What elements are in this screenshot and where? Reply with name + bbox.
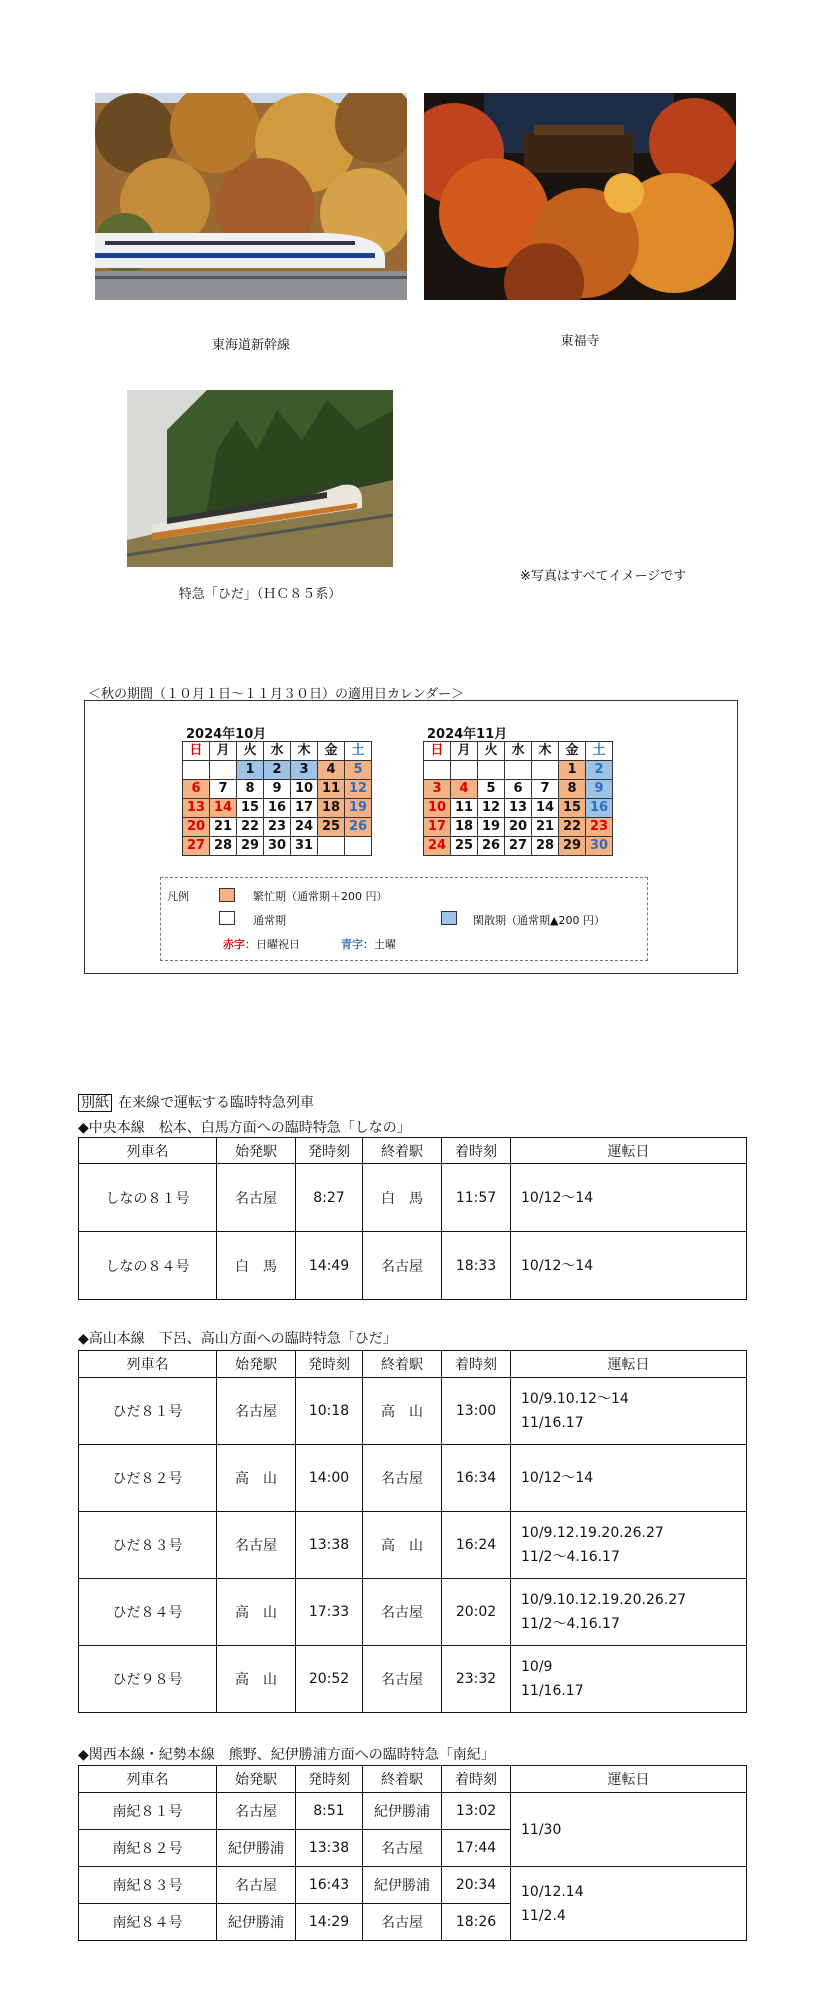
table-row bbox=[79, 1164, 747, 1232]
weekday-cell: 水 bbox=[505, 742, 532, 761]
day-cell: 25 bbox=[318, 818, 345, 837]
arrival-time: 20:02 bbox=[442, 1579, 511, 1646]
operating-days bbox=[511, 1232, 747, 1300]
october-calendar bbox=[182, 741, 372, 856]
train-name: ひだ８３号 bbox=[79, 1512, 217, 1579]
operating-days-line: 11/2～4.16.17 bbox=[521, 1616, 620, 1632]
operating-days-line: 10/12～14 bbox=[521, 1189, 594, 1206]
appendix-title bbox=[78, 1092, 314, 1112]
departure-time: 20:52 bbox=[296, 1646, 363, 1713]
day-cell: 20 bbox=[183, 818, 210, 837]
column-header: 運転日 bbox=[511, 1766, 747, 1793]
legend-blue-word: 青字 bbox=[341, 938, 363, 951]
column-header: 着時刻 bbox=[442, 1138, 511, 1164]
day-cell: 21 bbox=[532, 818, 559, 837]
departure-time: 13:38 bbox=[296, 1512, 363, 1579]
day-cell: 19 bbox=[345, 799, 372, 818]
day-cell: 3 bbox=[291, 761, 318, 780]
october-label: 2024年10月 bbox=[186, 727, 267, 742]
operating-days bbox=[511, 1512, 747, 1579]
day-cell: 30 bbox=[264, 837, 291, 856]
origin-station: 紀伊勝浦 bbox=[217, 1830, 296, 1867]
weekday-cell: 月 bbox=[210, 742, 237, 761]
calendar-title: ＜秋の期間（１０月１日～１１月３０日）の適用日カレンダー＞ bbox=[88, 687, 465, 702]
table-row bbox=[79, 1445, 747, 1512]
terminal-station: 名古屋 bbox=[363, 1646, 442, 1713]
day-cell: 19 bbox=[478, 818, 505, 837]
weekday-cell: 日 bbox=[183, 742, 210, 761]
day-cell bbox=[424, 761, 451, 780]
day-cell: 22 bbox=[237, 818, 264, 837]
terminal-station: 名古屋 bbox=[363, 1445, 442, 1512]
column-header: 発時刻 bbox=[296, 1766, 363, 1793]
terminal-station: 名古屋 bbox=[363, 1579, 442, 1646]
table-row bbox=[79, 1512, 747, 1579]
day-cell: 28 bbox=[532, 837, 559, 856]
week-row bbox=[424, 818, 613, 837]
day-cell: 16 bbox=[586, 799, 613, 818]
weekday-cell: 土 bbox=[586, 742, 613, 761]
weekday-cell: 火 bbox=[237, 742, 264, 761]
column-header: 運転日 bbox=[511, 1138, 747, 1164]
day-cell: 26 bbox=[478, 837, 505, 856]
operating-days-line: 11/30 bbox=[521, 1821, 562, 1838]
legend-red-desc: ：日曜祝日 bbox=[245, 938, 300, 951]
day-cell: 2 bbox=[264, 761, 291, 780]
day-cell bbox=[478, 761, 505, 780]
day-cell: 5 bbox=[478, 780, 505, 799]
day-cell: 10 bbox=[291, 780, 318, 799]
table-row bbox=[79, 1646, 747, 1713]
departure-time: 10:18 bbox=[296, 1378, 363, 1445]
legend-label: 凡例 bbox=[167, 890, 189, 903]
weekday-cell: 火 bbox=[478, 742, 505, 761]
column-header: 列車名 bbox=[79, 1351, 217, 1378]
arrival-time: 18:33 bbox=[442, 1232, 511, 1300]
origin-station: 高 山 bbox=[217, 1579, 296, 1646]
day-cell: 13 bbox=[505, 799, 532, 818]
weekday-cell: 月 bbox=[451, 742, 478, 761]
day-cell: 17 bbox=[291, 799, 318, 818]
day-cell: 27 bbox=[505, 837, 532, 856]
photo-note: ※写真はすべてイメージです bbox=[520, 569, 687, 584]
day-cell: 4 bbox=[318, 761, 345, 780]
day-cell bbox=[451, 761, 478, 780]
operating-days bbox=[511, 1646, 747, 1713]
origin-station: 高 山 bbox=[217, 1646, 296, 1713]
day-cell bbox=[505, 761, 532, 780]
day-cell: 18 bbox=[318, 799, 345, 818]
day-cell: 14 bbox=[210, 799, 237, 818]
day-cell: 9 bbox=[264, 780, 291, 799]
timetable-nanki bbox=[78, 1765, 747, 1941]
column-header: 着時刻 bbox=[442, 1766, 511, 1793]
operating-days-line: 10/9.10.12～14 bbox=[521, 1391, 629, 1407]
day-cell: 6 bbox=[183, 780, 210, 799]
day-cell: 29 bbox=[237, 837, 264, 856]
operating-days-line: 10/12～14 bbox=[521, 1470, 594, 1486]
day-cell: 8 bbox=[237, 780, 264, 799]
day-cell: 15 bbox=[237, 799, 264, 818]
terminal-station: 名古屋 bbox=[363, 1904, 442, 1941]
photo-hida-train bbox=[127, 390, 393, 567]
column-header: 始発駅 bbox=[217, 1138, 296, 1164]
departure-time: 14:29 bbox=[296, 1904, 363, 1941]
column-header: 列車名 bbox=[79, 1138, 217, 1164]
departure-time: 8:51 bbox=[296, 1793, 363, 1830]
operating-days bbox=[511, 1445, 747, 1512]
day-cell: 28 bbox=[210, 837, 237, 856]
week-row bbox=[424, 780, 613, 799]
column-header: 着時刻 bbox=[442, 1351, 511, 1378]
table-row bbox=[79, 1378, 747, 1445]
terminal-station: 白 馬 bbox=[363, 1164, 442, 1232]
table-header-row bbox=[79, 1138, 747, 1164]
legend-off-text: 閑散期（通常期▲200 円） bbox=[473, 914, 605, 927]
day-cell: 24 bbox=[291, 818, 318, 837]
week-row bbox=[183, 818, 372, 837]
section-heading-shinano: ◆中央本線 松本、白馬方面への臨時特急「しなの」 bbox=[78, 1120, 411, 1136]
legend-red-word: 赤字 bbox=[223, 938, 245, 951]
arrival-time: 20:34 bbox=[442, 1867, 511, 1904]
terminal-station: 紀伊勝浦 bbox=[363, 1867, 442, 1904]
table-row bbox=[79, 1793, 747, 1830]
weekday-cell: 土 bbox=[345, 742, 372, 761]
section-heading-nanki: ◆関西本線・紀勢本線 熊野、紀伊勝浦方面への臨時特急「南紀」 bbox=[78, 1747, 495, 1763]
train-name: ひだ８４号 bbox=[79, 1579, 217, 1646]
day-cell: 24 bbox=[424, 837, 451, 856]
day-cell: 5 bbox=[345, 761, 372, 780]
origin-station: 名古屋 bbox=[217, 1512, 296, 1579]
legend-off-swatch bbox=[441, 911, 457, 925]
arrival-time: 16:34 bbox=[442, 1445, 511, 1512]
day-cell: 10 bbox=[424, 799, 451, 818]
week-row bbox=[424, 761, 613, 780]
photo-caption-tofukuji: 東福寺 bbox=[560, 334, 600, 349]
week-row bbox=[183, 799, 372, 818]
day-cell: 12 bbox=[478, 799, 505, 818]
november-calendar bbox=[423, 741, 613, 856]
table-row bbox=[79, 1579, 747, 1646]
legend-busy-text: 繁忙期（通常期＋200 円） bbox=[253, 890, 388, 903]
day-cell bbox=[210, 761, 237, 780]
weekday-cell: 木 bbox=[291, 742, 318, 761]
day-cell: 1 bbox=[237, 761, 264, 780]
day-cell: 15 bbox=[559, 799, 586, 818]
legend-blue-desc: ：土曜 bbox=[363, 938, 396, 951]
arrival-time: 18:26 bbox=[442, 1904, 511, 1941]
day-cell bbox=[345, 837, 372, 856]
operating-days bbox=[511, 1579, 747, 1646]
departure-time: 17:33 bbox=[296, 1579, 363, 1646]
weekday-header-row bbox=[424, 742, 613, 761]
day-cell: 30 bbox=[586, 837, 613, 856]
departure-time: 13:38 bbox=[296, 1830, 363, 1867]
terminal-station: 紀伊勝浦 bbox=[363, 1793, 442, 1830]
operating-days bbox=[511, 1164, 747, 1232]
table-header-row bbox=[79, 1351, 747, 1378]
day-cell: 9 bbox=[586, 780, 613, 799]
day-cell: 27 bbox=[183, 837, 210, 856]
photo-tofukuji bbox=[424, 93, 736, 300]
legend-normal-swatch bbox=[219, 911, 235, 925]
day-cell: 22 bbox=[559, 818, 586, 837]
operating-days-line: 11/2.4 bbox=[521, 1907, 566, 1924]
day-cell: 18 bbox=[451, 818, 478, 837]
operating-days-line: 10/9.10.12.19.20.26.27 bbox=[521, 1592, 687, 1608]
appendix-title-text: 在来線で運転する臨時特急列車 bbox=[118, 1095, 314, 1111]
weekday-cell: 金 bbox=[318, 742, 345, 761]
operating-days-line: 10/12～14 bbox=[521, 1257, 594, 1274]
week-row bbox=[424, 837, 613, 856]
day-cell: 31 bbox=[291, 837, 318, 856]
day-cell: 25 bbox=[451, 837, 478, 856]
day-cell: 6 bbox=[505, 780, 532, 799]
column-header: 列車名 bbox=[79, 1766, 217, 1793]
week-row bbox=[183, 780, 372, 799]
day-cell: 12 bbox=[345, 780, 372, 799]
november-label: 2024年11月 bbox=[427, 727, 508, 742]
operating-days bbox=[511, 1793, 747, 1867]
day-cell: 7 bbox=[532, 780, 559, 799]
day-cell: 4 bbox=[451, 780, 478, 799]
appendix-badge: 別紙 bbox=[78, 1094, 112, 1112]
train-name: しなの８１号 bbox=[79, 1164, 217, 1232]
weekday-cell: 木 bbox=[532, 742, 559, 761]
column-header: 始発駅 bbox=[217, 1766, 296, 1793]
column-header: 終着駅 bbox=[363, 1351, 442, 1378]
operating-days-line: 10/12.14 bbox=[521, 1883, 584, 1900]
departure-time: 8:27 bbox=[296, 1164, 363, 1232]
origin-station: 高 山 bbox=[217, 1445, 296, 1512]
day-cell: 13 bbox=[183, 799, 210, 818]
weekday-header-row bbox=[183, 742, 372, 761]
weekday-cell: 日 bbox=[424, 742, 451, 761]
legend-normal-text: 通常期 bbox=[253, 914, 286, 927]
train-name: 南紀８１号 bbox=[79, 1793, 217, 1830]
train-name: 南紀８２号 bbox=[79, 1830, 217, 1867]
day-cell: 11 bbox=[318, 780, 345, 799]
origin-station: 白 馬 bbox=[217, 1232, 296, 1300]
column-header: 発時刻 bbox=[296, 1138, 363, 1164]
terminal-station: 名古屋 bbox=[363, 1830, 442, 1867]
operating-days-line: 11/2～4.16.17 bbox=[521, 1549, 620, 1565]
photo-shinkansen bbox=[95, 93, 407, 300]
photo-caption-hida: 特急「ひだ」（ＨＣ８５系） bbox=[178, 587, 342, 602]
day-cell: 21 bbox=[210, 818, 237, 837]
arrival-time: 16:24 bbox=[442, 1512, 511, 1579]
arrival-time: 17:44 bbox=[442, 1830, 511, 1867]
day-cell bbox=[318, 837, 345, 856]
operating-days-line: 10/9 bbox=[521, 1659, 553, 1675]
day-cell: 14 bbox=[532, 799, 559, 818]
table-row bbox=[79, 1867, 747, 1904]
day-cell: 17 bbox=[424, 818, 451, 837]
origin-station: 名古屋 bbox=[217, 1378, 296, 1445]
arrival-time: 23:32 bbox=[442, 1646, 511, 1713]
day-cell: 16 bbox=[264, 799, 291, 818]
day-cell: 23 bbox=[586, 818, 613, 837]
arrival-time: 11:57 bbox=[442, 1164, 511, 1232]
weekday-cell: 金 bbox=[559, 742, 586, 761]
departure-time: 16:43 bbox=[296, 1867, 363, 1904]
day-cell: 29 bbox=[559, 837, 586, 856]
column-header: 運転日 bbox=[511, 1351, 747, 1378]
train-name: ひだ８１号 bbox=[79, 1378, 217, 1445]
origin-station: 名古屋 bbox=[217, 1164, 296, 1232]
departure-time: 14:00 bbox=[296, 1445, 363, 1512]
timetable-hida bbox=[78, 1350, 747, 1713]
operating-days-line: 11/16.17 bbox=[521, 1415, 584, 1431]
departure-time: 14:49 bbox=[296, 1232, 363, 1300]
train-name: ひだ８２号 bbox=[79, 1445, 217, 1512]
weekday-cell: 水 bbox=[264, 742, 291, 761]
operating-days-line: 11/16.17 bbox=[521, 1683, 584, 1699]
column-header: 終着駅 bbox=[363, 1138, 442, 1164]
train-name: ひだ９８号 bbox=[79, 1646, 217, 1713]
day-cell: 8 bbox=[559, 780, 586, 799]
legend-busy-swatch bbox=[219, 888, 235, 902]
photo-caption-shinkansen: 東海道新幹線 bbox=[211, 338, 290, 353]
train-name: 南紀８３号 bbox=[79, 1867, 217, 1904]
origin-station: 名古屋 bbox=[217, 1867, 296, 1904]
day-cell: 11 bbox=[451, 799, 478, 818]
arrival-time: 13:02 bbox=[442, 1793, 511, 1830]
day-cell: 3 bbox=[424, 780, 451, 799]
week-row bbox=[424, 799, 613, 818]
terminal-station: 高 山 bbox=[363, 1512, 442, 1579]
arrival-time: 13:00 bbox=[442, 1378, 511, 1445]
week-row bbox=[183, 761, 372, 780]
day-cell: 2 bbox=[586, 761, 613, 780]
terminal-station: 名古屋 bbox=[363, 1232, 442, 1300]
day-cell: 23 bbox=[264, 818, 291, 837]
operating-days-line: 10/9.12.19.20.26.27 bbox=[521, 1525, 664, 1541]
week-row bbox=[183, 837, 372, 856]
origin-station: 名古屋 bbox=[217, 1793, 296, 1830]
train-name: しなの８４号 bbox=[79, 1232, 217, 1300]
table-row bbox=[79, 1232, 747, 1300]
origin-station: 紀伊勝浦 bbox=[217, 1904, 296, 1941]
legend-blue-note bbox=[341, 936, 396, 952]
table-header-row bbox=[79, 1766, 747, 1793]
section-heading-hida: ◆高山本線 下呂、高山方面への臨時特急「ひだ」 bbox=[78, 1331, 397, 1347]
column-header: 発時刻 bbox=[296, 1351, 363, 1378]
day-cell bbox=[532, 761, 559, 780]
terminal-station: 高 山 bbox=[363, 1378, 442, 1445]
calendar-legend bbox=[160, 877, 648, 961]
column-header: 始発駅 bbox=[217, 1351, 296, 1378]
day-cell: 7 bbox=[210, 780, 237, 799]
train-name: 南紀８４号 bbox=[79, 1904, 217, 1941]
operating-days bbox=[511, 1378, 747, 1445]
day-cell: 20 bbox=[505, 818, 532, 837]
timetable-shinano bbox=[78, 1137, 747, 1300]
column-header: 終着駅 bbox=[363, 1766, 442, 1793]
day-cell: 1 bbox=[559, 761, 586, 780]
day-cell: 26 bbox=[345, 818, 372, 837]
operating-days bbox=[511, 1867, 747, 1941]
day-cell bbox=[183, 761, 210, 780]
legend-red-note bbox=[223, 936, 300, 952]
